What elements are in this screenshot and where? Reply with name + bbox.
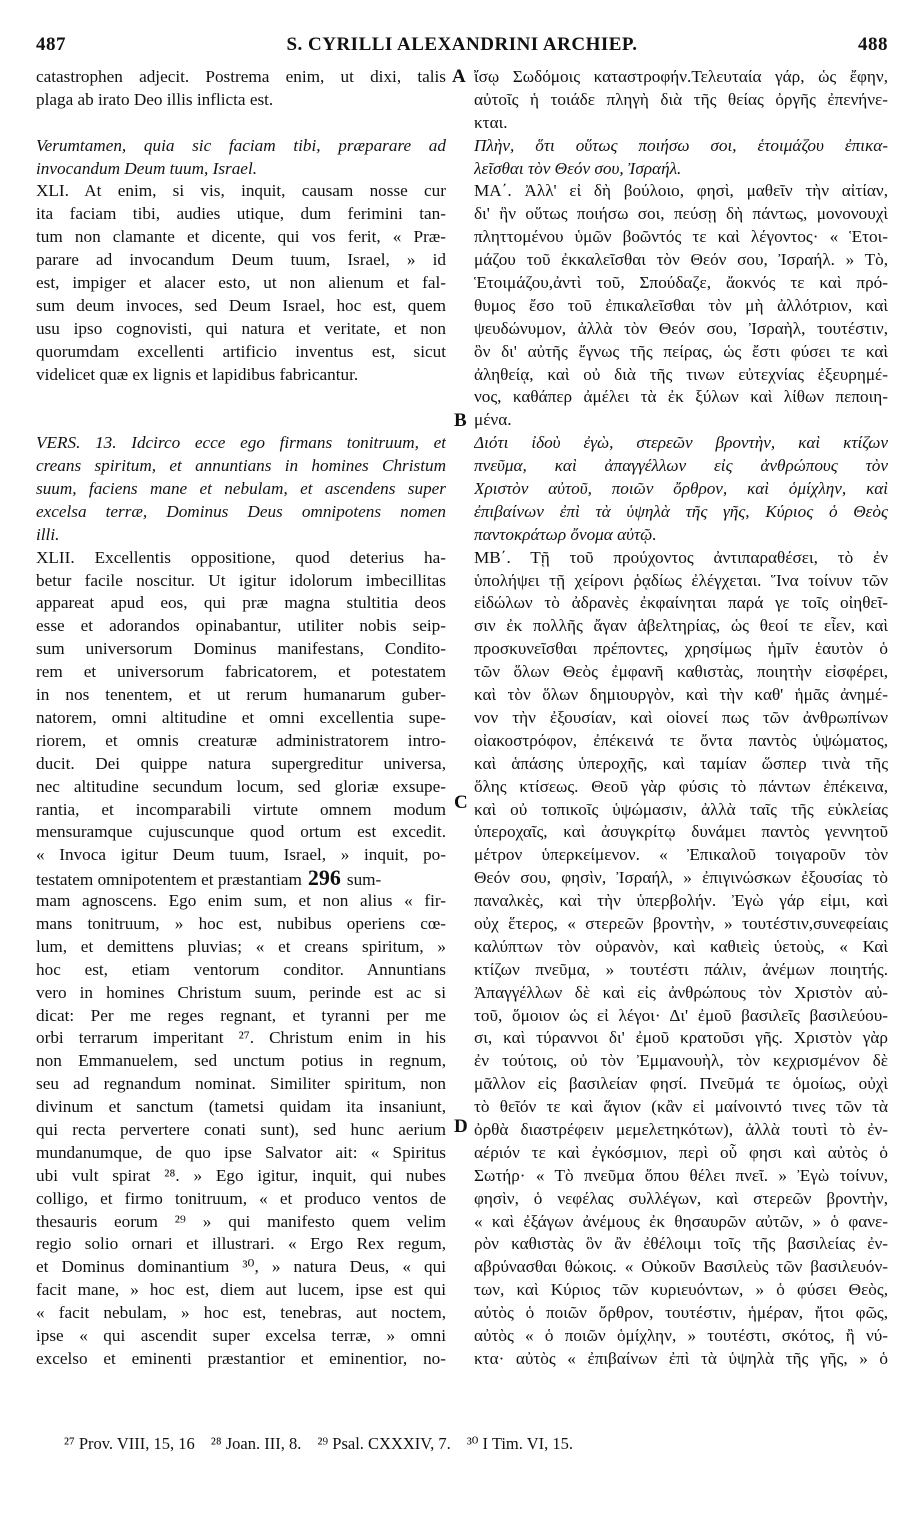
latin-line: suum, faciens mane et nebulam, et ascendens super xyxy=(36,479,446,499)
latin-line: « Invoca igitur Deum tuum, Israel, » inquit, po- xyxy=(36,845,446,865)
latin-line: est, impiger et alacer esto, ut non alienum et fal- xyxy=(36,273,446,293)
greek-line: δι' ἣν οὕτως ποιήσω σοι, πεύσῃ δὴ πάντως, μονονουχὶ xyxy=(474,204,888,224)
latin-line: excelsa terræ, Dominus Deus omnipotens nomen xyxy=(36,501,446,521)
greek-line: τὸ θεῖόν τε καὶ ἅγιον (κἂν εἰ μαίνοιντό τινες τῶν τὰ xyxy=(474,1097,888,1117)
latin-line xyxy=(36,112,446,135)
greek-line: πνεῦμα, καὶ ἀπαγγέλλων εἰς ἀνθρώπους τὸν xyxy=(474,456,888,476)
greek-line: μάζου τοῦ ἐκκαλεῖσθαι τὸν Θεόν σου, Ἰσραήλ. » Τὸ, xyxy=(474,250,888,270)
latin-line: « facit nebulam, » hoc est, tenebras, aut noctem, xyxy=(36,1303,446,1323)
footnotes xyxy=(64,1434,884,1454)
latin-line: natorem, omni altitudine et omni excellentia supe- xyxy=(36,707,446,727)
greek-line: τῶν ὅλων Θεὸς ἐμφανῆ καθιστὰς, ποιητὴν εἰσφέρει, xyxy=(474,662,888,682)
greek-line: εἰδώλων τὸ ἀδρανὲς ἐκφαίνηται παρά γε τοῖς οἰηθεῖ- xyxy=(474,593,888,613)
latin-line xyxy=(36,867,446,890)
latin-line: parare ad invocandum Deum tuum, Israel, » id xyxy=(36,250,446,270)
footnote-29: ²⁹ Psal. CXXXIV, 7. xyxy=(317,1434,451,1453)
greek-line: φησὶν, ὁ νεφέλας συλλέγων, καὶ στερεῶν βροντὴν, xyxy=(474,1188,888,1208)
margin-mark-d: D xyxy=(454,1116,468,1137)
running-title: S. CYRILLI ALEXANDRINI ARCHIEP. xyxy=(286,34,638,55)
latin-line xyxy=(36,386,446,409)
greek-line: πληττομένου ὑμῶν βοῶντός τε καὶ λέγοντος· « Ἑτοι- xyxy=(474,227,888,247)
greek-line: ρὸν καθιστὰς ὃν ἂν ἐθέλοιμι τοῖς τῆς βασιλείας ἐν- xyxy=(474,1234,888,1254)
latin-line: Verumtamen, quia sic faciam tibi, præparare ad xyxy=(36,135,446,155)
greek-line: ΜΑ΄. Ἀλλ' εἰ δὴ βούλοιο, φησὶ, μαθεῖν τὴν αἰτίαν, xyxy=(474,181,888,201)
latin-line: ubi vult spirat ²⁸. » Ego igitur, inquit, qui nubes xyxy=(36,1165,446,1185)
latin-line: XLII. Excellentis oppositione, quod deterius ha- xyxy=(36,547,446,567)
greek-line: των, καὶ Κύριος τῶν κυριευόντων, » ὁ φύσει Θεὸς, xyxy=(474,1280,888,1300)
greek-line: ΜΒ΄. Τῇ τοῦ προύχοντος ἀντιπαραθέσει, τὸ ἐν xyxy=(474,547,888,567)
greek-line: σιν ἐκ πολλῆς ἄγαν ἀβελτηρίας, ὡς θεοί τε εἶεν, καὶ xyxy=(474,616,888,636)
greek-line: ψευδώνυμον, ἀλλὰ τὸν Θεόν σου, Ἰσραὴλ, τουτέστιν, xyxy=(474,318,888,338)
greek-line: Ἑτοιμάζου,ἀντὶ τοῦ, Σπούδαζε, ἄοκνός τε καὶ πρό- xyxy=(474,273,888,293)
latin-line: ita faciam tibi, audies utique, dum ferimini tan- xyxy=(36,204,446,224)
greek-line: νος, καθάπερ ἀμέλει τὰ ἐκ ξύλων καὶ λίθων πεποιη- xyxy=(474,387,888,407)
footnote-30: ³⁰ I Tim. VI, 15. xyxy=(466,1434,574,1453)
latin-line: orbi terrarum imperitant ²⁷. Christum enim in his xyxy=(36,1028,446,1048)
greek-line: κται. xyxy=(474,112,508,132)
page-number-right: 488 xyxy=(858,34,888,55)
greek-line: ὑπολήψει τῇ χείρονι ῥᾳδίως ἐλέγχεται. Ἵνα τοίνυν τῶν xyxy=(474,570,888,590)
greek-line: ὅλης κτίσεως. Θεοῦ γὰρ φύσις τὸ πάντων ἐπέκεινα, xyxy=(474,776,888,796)
greek-line: ἐν τούτοις, οὐ τὸν Ἐμμανουὴλ, τὸν κεχρισμένον δὲ xyxy=(474,1051,888,1071)
latin-line: excelso et eminenti præstantior et eminentior, no- xyxy=(36,1348,446,1368)
latin-line: betur facile noscitur. Ut igitur idolorum imbecillitas xyxy=(36,570,446,590)
latin-line: lum, et demittens pluvias; « et creans spiritum, » xyxy=(36,936,446,956)
greek-line: Σωτήρ· « Τὸ πνεῦμα ὅπου θέλει πνεῖ. » Ἐγὼ τοίνυν, xyxy=(474,1165,888,1185)
latin-line: tum non clamante et dicente, qui vos ferit, « Præ- xyxy=(36,227,446,247)
footnote-27: ²⁷ Prov. VIII, 15, 16 xyxy=(64,1434,195,1453)
latin-line: et Dominus dominantium ³⁰, » natura Deus, « qui xyxy=(36,1257,446,1277)
greek-line: καὶ τὸν ὅλων δημιουργὸν, καὶ τὴν καθ' ἡμᾶς ἀνημέ- xyxy=(474,685,888,705)
latin-line: XLI. At enim, si vis, inquit, causam nosse cur xyxy=(36,181,446,201)
latin-line: sum deum invoces, sed Deum Israel, hoc est, quem xyxy=(36,295,446,315)
greek-line: σι, καὶ τύραννοι δι' ἐμοῦ κρατοῦσι γῆς. Χριστὸν γὰρ xyxy=(474,1028,888,1048)
latin-line: hoc est, etiam ventorum conditor. Annuntians xyxy=(36,959,446,979)
latin-line: quorumdam excellenti artificio inventus est, sicut xyxy=(36,341,446,361)
latin-line: in nos tenentem, et ut rerum humanarum guber- xyxy=(36,685,446,705)
greek-line: Χριστὸν αὐτοῦ, ποιῶν ὄρθρον, καὶ ὁμίχλην, καὶ xyxy=(474,479,888,499)
greek-line: θυμος ἔσο τοῦ ἐπικαλεῖσθαι τὸν μὴ ἀλλότριον, καὶ xyxy=(474,295,888,315)
greek-line: ἀληθείᾳ, καὶ οὐ διὰ τῆς τινων εὐτεχνίας ἐξευρημέ- xyxy=(474,364,888,384)
footnote-28: ²⁸ Joan. III, 8. xyxy=(210,1434,302,1453)
line-text: testatem omnipotentem et præstantiam xyxy=(36,870,302,890)
latin-column xyxy=(36,66,446,1371)
latin-line: VERS. 13. Idcirco ecce ego firmans tonitruum, et xyxy=(36,433,446,453)
latin-line: mensuramque cujuscunque quod ortum est excedit. xyxy=(36,822,446,842)
latin-line: appareat apud eos, qui præ magna stultitia deos xyxy=(36,593,446,613)
latin-line: colligo, et firmo tonitruum, « et produco ventos de xyxy=(36,1188,446,1208)
latin-line: illi. xyxy=(36,524,60,544)
greek-line: αὐτοῖς ἡ τοιάδε πληγὴ διὰ τῆς θείας ὀργῆς ἐπενήνε- xyxy=(474,89,888,109)
greek-line: ὀρθὰ διαστρέφειν μεμελετηκότων), ἀλλὰ τουτὶ τὸ ἐν- xyxy=(474,1119,888,1139)
latin-line: ducit. Dei quippe natura supergreditur universa, xyxy=(36,753,446,773)
greek-line: παναλκὲς, καὶ τὴν ὑπερβολήν. Ἐγὼ γάρ εἰμι, καὶ xyxy=(474,891,888,911)
greek-line: λεῖσθαι τὸν Θεόν σου, Ἰσραήλ. xyxy=(474,158,682,178)
latin-line: mam agnoscens. Ego enim sum, et non alius « fir- xyxy=(36,891,446,911)
greek-line: κτα· αὐτὸς « ἐπιβαίνων ἐπὶ τὰ ὑψηλὰ τῆς γῆς, » ὁ xyxy=(474,1348,888,1368)
latin-line: rantia, et incomparabili virtute omnem modum xyxy=(36,799,446,819)
latin-line: esse et adorandos opinabantur, utiliter nobis seip- xyxy=(36,616,446,636)
latin-line: mans tonitruum, » hoc est, nubibus operiens cœ- xyxy=(36,913,446,933)
latin-line: videlicet quæ ex lignis et lapidibus fabricantur. xyxy=(36,364,359,384)
latin-line: nec altitudine secundum locum, sed gloriæ exsupe- xyxy=(36,776,446,796)
latin-line: facit mane, » hoc est, diem aut lucem, ipse est qui xyxy=(36,1280,446,1300)
latin-line: qui recta pervertere conati sunt), sed hunc aerium xyxy=(36,1119,446,1139)
greek-line: νον τὴν ἐξουσίαν, καὶ οἱονεί πως τῶν ἀνθρωπίνων xyxy=(474,707,888,727)
greek-line: μέτρον ὑπερκείμενον. « Ἐπικαλοῦ τοιγαροῦν τὸν xyxy=(474,845,888,865)
greek-line: μᾶλλον εἰς βασιλείαν φησί. Πνεῦμά τε ὁμοίως, οὐχὶ xyxy=(474,1074,888,1094)
greek-line: οἰακοστρόφον, ἐπέκεινά τε ὄντα παντὸς ὑψώματος, xyxy=(474,730,888,750)
latin-line: regio solio ornari et illustrari. « Ergo Rex regum, xyxy=(36,1234,446,1254)
line-text-continued: sum- xyxy=(346,870,382,890)
greek-line: παντοκράτωρ ὄνομα αὐτῷ. xyxy=(474,524,657,544)
greek-line: ἴσῳ Σωδόμοις καταστροφήν.Τελευταία γάρ, ὡς ἔφην, xyxy=(474,67,888,86)
latin-line: invocandum Deum tuum, Israel. xyxy=(36,158,258,178)
latin-line: catastrophen adjecit. Postrema enim, ut dixi, talis xyxy=(36,67,446,86)
running-header xyxy=(36,34,888,60)
greek-line: προσκυνεῖσθαι πρέποντες, χρησίμως ἡμῖν ἑαυτὸν ὁ xyxy=(474,639,888,659)
greek-line: τοῦ, ὅμοιον ὡς εἰ λέγοι· Δι' ἐμοῦ βασιλεῖς βασιλεύου- xyxy=(474,1005,888,1025)
greek-line: κτίζων πνεῦμα, » τουτέστι πάλιν, ἀνέμων ποιητής. xyxy=(474,959,888,979)
greek-line: Διότι ἰδοὺ ἐγὼ, στερεῶν βροντὴν, καὶ κτίζων xyxy=(474,433,888,453)
greek-line: αβρύνασθαι θώκοις. « Οὐκοῦν Βασιλεὺς τῶν βασιλευόν- xyxy=(474,1257,888,1277)
greek-column xyxy=(474,66,888,1371)
greek-line: αὐτὸς ὁ ποιῶν ὄρθρον, τουτέστιν, ἡμέραν, ἤτοι φῶς, xyxy=(474,1303,888,1323)
greek-line: ὃν δι' αὐτῆς ἔγνως τῆς πείρας, ὡς ἔστι φύσει τε καὶ xyxy=(474,341,888,361)
greek-line: αὐτὸς « ὁ ποιῶν ὁμίχλην, » τουτέστι, σκότος, ἢ νύ- xyxy=(474,1325,888,1345)
latin-line: divinum et sanctum (tametsi quidam ita insaniunt, xyxy=(36,1097,446,1117)
margin-mark-a: A xyxy=(452,66,466,87)
greek-line: αέριόν τε καὶ ἐγκόσμιον, περὶ οὗ φησι καὶ αὐτὸς ὁ xyxy=(474,1142,888,1162)
greek-line: καλύπτων τὸν οὐρανὸν, καὶ καθιεὶς ὑετοὺς, « Καὶ xyxy=(474,936,888,956)
latin-line: non Emmanuelem, sed unctum potius in regnum, xyxy=(36,1051,446,1071)
greek-line: μένα. xyxy=(474,410,512,430)
latin-line: rem et universorum fabricatorem, et potestatem xyxy=(36,662,446,682)
latin-line: vero in homines Christum suum, perinde est ac si xyxy=(36,982,446,1002)
latin-line: thesauris eorum ²⁹ » qui manifesto quem velim xyxy=(36,1211,446,1231)
latin-line: riorem, et omnis creaturæ administratorem intro- xyxy=(36,730,446,750)
greek-line: ὑπεροχαῖς, καὶ ἀσυγκρίτῳ δυνάμει παντὸς γεννητοῦ xyxy=(474,822,888,842)
greek-line: καὶ οὐ τοπικοῖς ὑψώμασιν, ἀλλὰ ταῖς τῆς εὐκλείας xyxy=(474,799,888,819)
greek-line: οὐχ ἕτερος, « στερεῶν βροντὴν, » τουτέστιν,συνεφείαις xyxy=(474,913,888,933)
margin-mark-b: B xyxy=(454,410,467,431)
greek-line: « καὶ ἐξάγων ἀνέμους ἐκ θησαυρῶν αὐτῶν, » ὁ φανε- xyxy=(474,1211,888,1231)
latin-line: plaga ab irato Deo illis inflicta est. xyxy=(36,89,274,109)
greek-line: ἐπιβαίνων ἐπὶ τὰ ὑψηλὰ τῆς γῆς, Κύριος ὁ Θεὸς xyxy=(474,501,888,521)
latin-line: ipse « qui ascendit super excelsa terræ, » omni xyxy=(36,1325,446,1345)
latin-line: seu ad regnandum nominat. Similiter spiritum, non xyxy=(36,1074,446,1094)
latin-line: usu ipso cognovisti, qui natura et veritate, et non xyxy=(36,318,446,338)
column-number-marker: 296 xyxy=(307,867,341,891)
margin-mark-c: C xyxy=(454,792,468,813)
greek-line: Πλὴν, ὅτι οὕτως ποιήσω σοι, ἑτοιμάζου ἐπικα- xyxy=(474,135,888,155)
latin-line: creans spiritum, et annuntians in homines Christum xyxy=(36,456,446,476)
page-number-left: 487 xyxy=(36,34,66,55)
latin-line xyxy=(36,409,446,432)
latin-line: mundanumque, de quo ipse Salvator ait: « Spiritus xyxy=(36,1142,446,1162)
latin-line: dicat: Per me reges regnant, et tyranni per me xyxy=(36,1005,446,1025)
greek-line: καὶ ἁπάσης ὑπεροχῆς, καὶ ταμίαν ὥσπερ τινὰ τῆς xyxy=(474,753,888,773)
latin-line: sum universorum Dominus manifestans, Condito- xyxy=(36,639,446,659)
greek-line: Θεόν σου, φησὶν, Ἰσραήλ, » ἐπιγινώσκων ἐξουσίας τὸ xyxy=(474,868,888,888)
greek-line: Ἀπαγγέλλων δὲ καὶ εἰς ἀνθρώπους τὸν Χριστὸν αὐ- xyxy=(474,982,888,1002)
